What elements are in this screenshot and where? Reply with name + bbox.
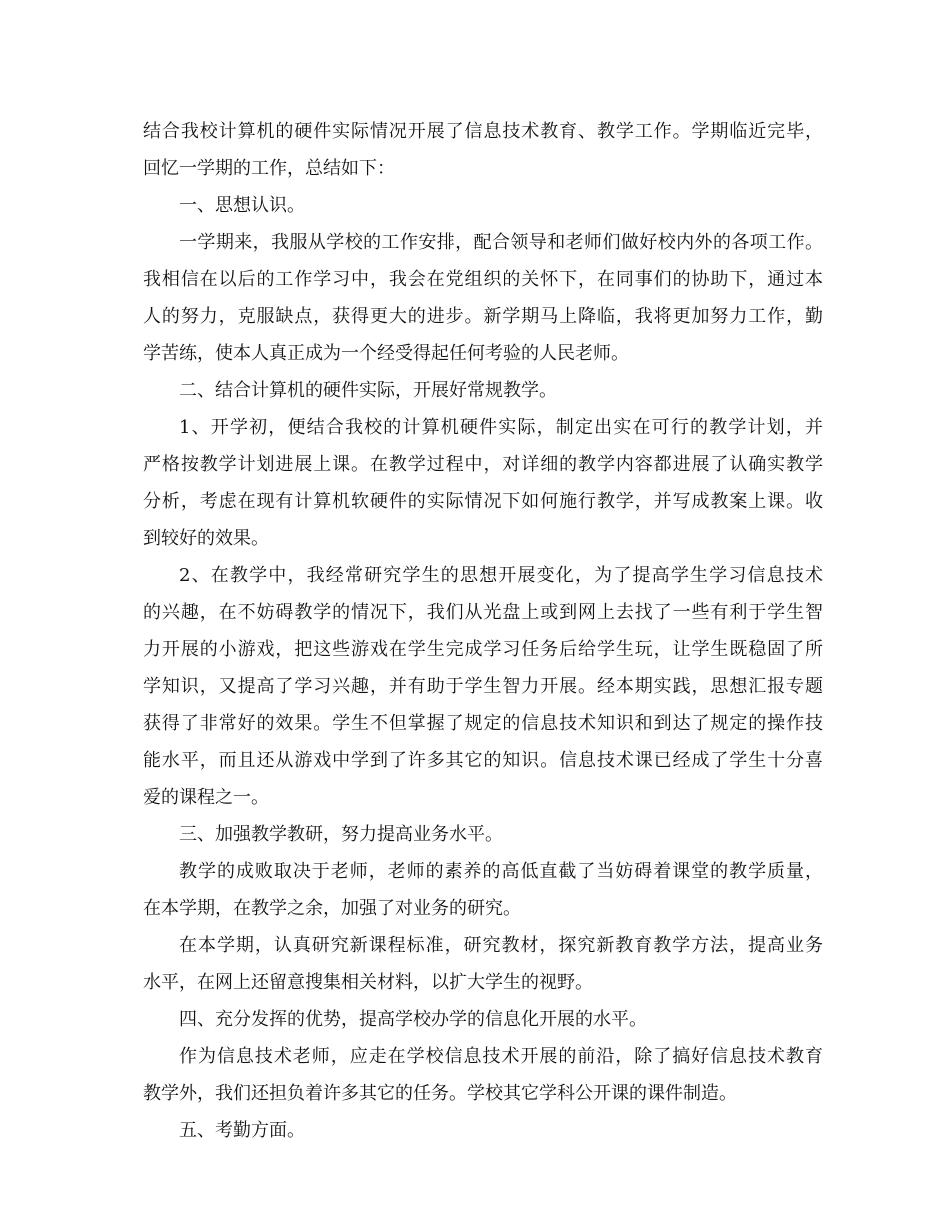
text-line: 教学外，我们还担负着许多其它的任务。学校其它学科公开课的课件制造。 (143, 1083, 737, 1104)
text-line: 结合我校计算机的硬件实际情况开展了信息技术教育、教学工作。学期临近完毕， (143, 121, 823, 142)
text-line: 在本学期，在教学之余，加强了对业务的研究。 (143, 898, 521, 919)
text-line: 2、在教学中，我经常研究学生的思想开展变化，为了提高学生学习信息技术 (179, 565, 823, 586)
text-line: 力开展的小游戏，把这些游戏在学生完成学习任务后给学生玩，让学生既稳固了所 (143, 639, 823, 660)
text-line: 学知识，又提高了学习兴趣，并有助于学生智力开展。经本期实践，思想汇报专题 (143, 676, 823, 697)
text-line: 爱的课程之一。 (143, 787, 269, 808)
text-line: 能水平，而且还从游戏中学到了许多其它的知识。信息技术课已经成了学生十分喜 (143, 750, 823, 771)
text-line: 严格按教学计划进展上课。在教学过程中，对详细的教学内容都进展了认确实教学 (143, 454, 823, 475)
text-line: 二、结合计算机的硬件实际，开展好常规教学。 (179, 380, 557, 401)
text-line: 作为信息技术老师，应走在学校信息技术开展的前沿，除了搞好信息技术教育 (179, 1046, 823, 1067)
text-line: 四、充分发挥的优势，提高学校办学的信息化开展的水平。 (179, 1009, 647, 1030)
text-line: 学苦练，使本人真正成为一个经受得起任何考验的人民老师。 (143, 343, 629, 364)
text-line: 分析，考虑在现有计算机软硬件的实际情况下如何施行教学，并写成教案上课。收 (143, 491, 823, 512)
text-line: 水平，在网上还留意搜集相关材料，以扩大学生的视野。 (143, 972, 593, 993)
text-line: 五、考勤方面。 (179, 1120, 305, 1141)
text-line: 的兴趣，在不妨碍教学的情况下，我们从光盘上或到网上去找了一些有利于学生智 (143, 602, 823, 623)
text-line: 到较好的效果。 (143, 528, 269, 549)
text-line: 一、思想认识。 (179, 195, 305, 216)
text-line: 回忆一学期的工作，总结如下： (143, 158, 395, 179)
document-body (143, 113, 823, 1149)
text-line: 教学的成败取决于老师，老师的素养的高低直截了当妨碍着课堂的教学质量， (179, 861, 823, 882)
text-line: 我相信在以后的工作学习中，我会在党组织的关怀下，在同事们的协助下，通过本 (143, 269, 823, 290)
text-line: 1、开学初，便结合我校的计算机硬件实际，制定出实在可行的教学计划，并 (179, 417, 823, 438)
text-line: 获得了非常好的效果。学生不但掌握了规定的信息技术知识和到达了规定的操作技 (143, 713, 823, 734)
text-line: 人的努力，克服缺点，获得更大的进步。新学期马上降临，我将更加努力工作，勤 (143, 306, 823, 327)
text-line: 三、加强教学教研，努力提高业务水平。 (179, 824, 503, 845)
text-line: 一学期来，我服从学校的工作安排，配合领导和老师们做好校内外的各项工作。 (179, 232, 823, 253)
text-line: 在本学期，认真研究新课程标准，研究教材，探究新教育教学方法，提高业务 (179, 935, 823, 956)
